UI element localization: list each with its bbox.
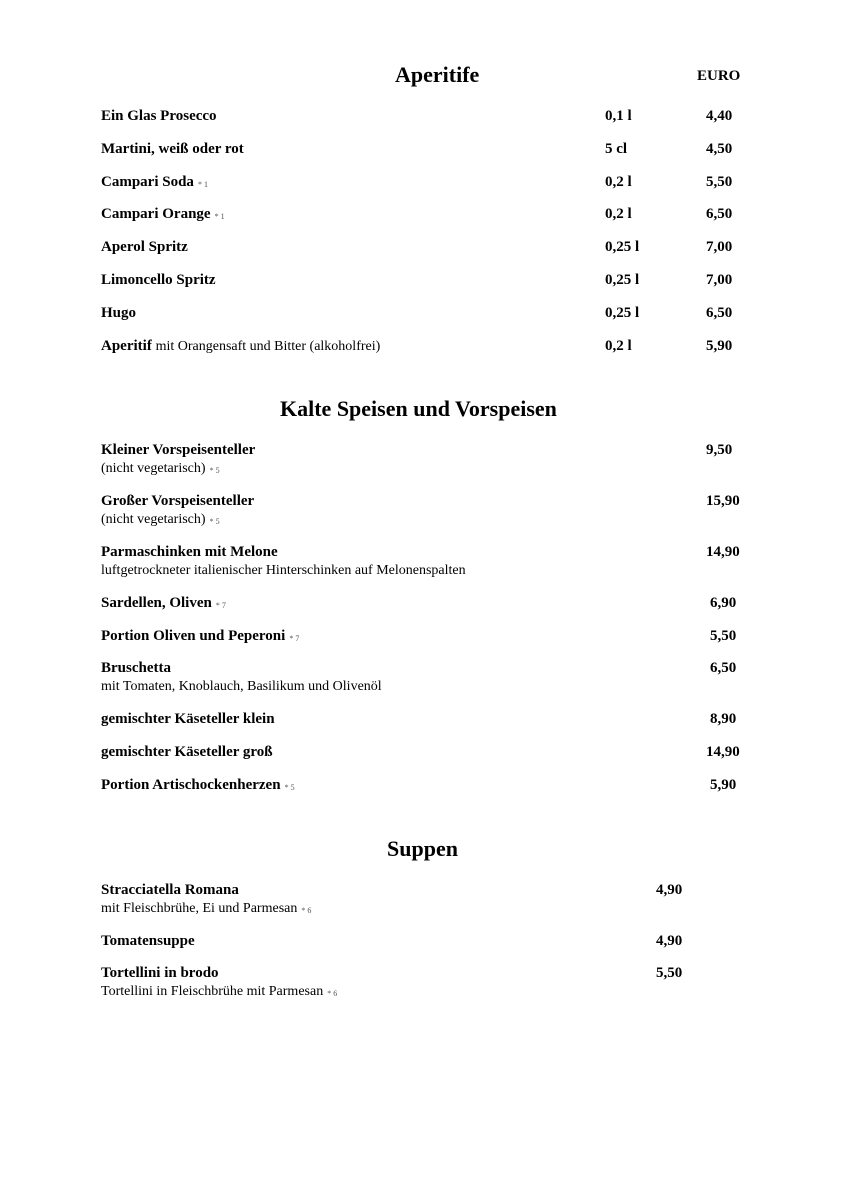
menu-item (101, 595, 226, 612)
allergen-note: * 6 (327, 989, 338, 998)
menu-item-price: 9,50 (706, 442, 733, 458)
section-title-aperitife: Aperitife (395, 62, 480, 87)
menu-item-quantity: 0,25 l (605, 239, 640, 255)
menu-item-price: 4,50 (706, 141, 733, 157)
menu-item-subtext (101, 461, 220, 477)
menu-item (101, 174, 208, 191)
menu-item-name: Ein Glas Prosecco (101, 108, 217, 124)
allergen-note: * 7 (289, 634, 300, 643)
menu-item-name: Campari Soda (101, 174, 194, 190)
allergen-note: * 1 (197, 180, 208, 189)
menu-item-description: mit Fleischbrühe, Ei und Parmesan (101, 901, 298, 916)
menu-item-quantity: 0,2 l (605, 174, 632, 190)
menu-item-price: 6,50 (710, 660, 737, 676)
menu-item-name: Campari Orange (101, 206, 211, 222)
menu-item-name: Limoncello Spritz (101, 272, 216, 288)
menu-item-quantity: 5 cl (605, 141, 628, 157)
allergen-note: * 5 (209, 517, 220, 526)
menu-item-description: mit Orangensaft und Bitter (alkoholfrei) (155, 339, 381, 354)
menu-item-quantity: 0,25 l (605, 305, 640, 321)
menu-item-description: (nicht vegetarisch) (101, 512, 206, 527)
menu-item-name: gemischter Käseteller klein (101, 711, 275, 727)
menu-item-name: Tomatensuppe (101, 933, 195, 949)
allergen-note: * 5 (209, 466, 220, 475)
menu-item-price: 4,90 (656, 933, 683, 949)
menu-item-description: luftgetrockneter italienischer Hinterschinken auf Melonenspalten (101, 563, 466, 578)
menu-item (101, 777, 295, 794)
menu-item-name: Aperol Spritz (101, 239, 188, 255)
menu-item-price: 15,90 (706, 493, 740, 509)
allergen-note: * 7 (215, 601, 226, 610)
menu-item-name: gemischter Käseteller groß (101, 744, 273, 760)
section-title-kalte-speisen: Kalte Speisen und Vorspeisen (280, 396, 557, 421)
menu-item-name: Hugo (101, 305, 137, 321)
menu-item-name: Sardellen, Oliven (101, 595, 212, 611)
menu-item-description: (nicht vegetarisch) (101, 461, 206, 476)
menu-item-price: 6,50 (706, 305, 733, 321)
menu-item-price: 14,90 (706, 544, 740, 560)
menu-item-price: 5,50 (706, 174, 733, 190)
allergen-note: * 1 (214, 212, 225, 221)
menu-item-price: 8,90 (710, 711, 737, 727)
menu-item-subtext (101, 984, 337, 1000)
menu-item-name: Aperitif (101, 338, 152, 354)
menu-item-price: 5,90 (710, 777, 737, 793)
menu-item-price: 4,90 (656, 882, 683, 898)
menu-item (101, 628, 299, 645)
menu-item-name: Portion Artischockenherzen (101, 777, 281, 793)
menu-item-name: Tortellini in brodo (101, 965, 219, 981)
menu-item-price: 14,90 (706, 744, 740, 760)
menu-item-name: Großer Vorspeisenteller (101, 493, 255, 509)
menu-item (101, 338, 380, 355)
menu-item-description: Tortellini in Fleischbrühe mit Parmesan (101, 984, 324, 999)
menu-item-price: 5,50 (710, 628, 737, 644)
menu-item-quantity: 0,2 l (605, 206, 632, 222)
menu-item-name: Martini, weiß oder rot (101, 141, 244, 157)
menu-item (101, 206, 225, 223)
menu-item-price: 7,00 (706, 239, 733, 255)
menu-item-price: 6,90 (710, 595, 737, 611)
currency-header: EURO (697, 68, 741, 84)
menu-item-price: 5,50 (656, 965, 683, 981)
section-title-suppen: Suppen (387, 836, 458, 861)
menu-item-price: 6,50 (706, 206, 733, 222)
menu-item-quantity: 0,1 l (605, 108, 632, 124)
menu-item-price: 7,00 (706, 272, 733, 288)
menu-item-name: Kleiner Vorspeisenteller (101, 442, 256, 458)
allergen-note: * 6 (301, 906, 312, 915)
menu-item-name: Bruschetta (101, 660, 171, 676)
allergen-note: * 5 (284, 783, 295, 792)
menu-item-price: 4,40 (706, 108, 733, 124)
menu-item-quantity: 0,2 l (605, 338, 632, 354)
menu-item-name: Stracciatella Romana (101, 882, 239, 898)
menu-item-name: Portion Oliven und Peperoni (101, 628, 286, 644)
menu-item-subtext (101, 512, 220, 528)
menu-item-name: Parmaschinken mit Melone (101, 544, 278, 560)
menu-item-price: 5,90 (706, 338, 733, 354)
menu-item-subtext (101, 901, 311, 917)
menu-item-quantity: 0,25 l (605, 272, 640, 288)
menu-item-description: mit Tomaten, Knoblauch, Basilikum und Olivenöl (101, 679, 382, 694)
